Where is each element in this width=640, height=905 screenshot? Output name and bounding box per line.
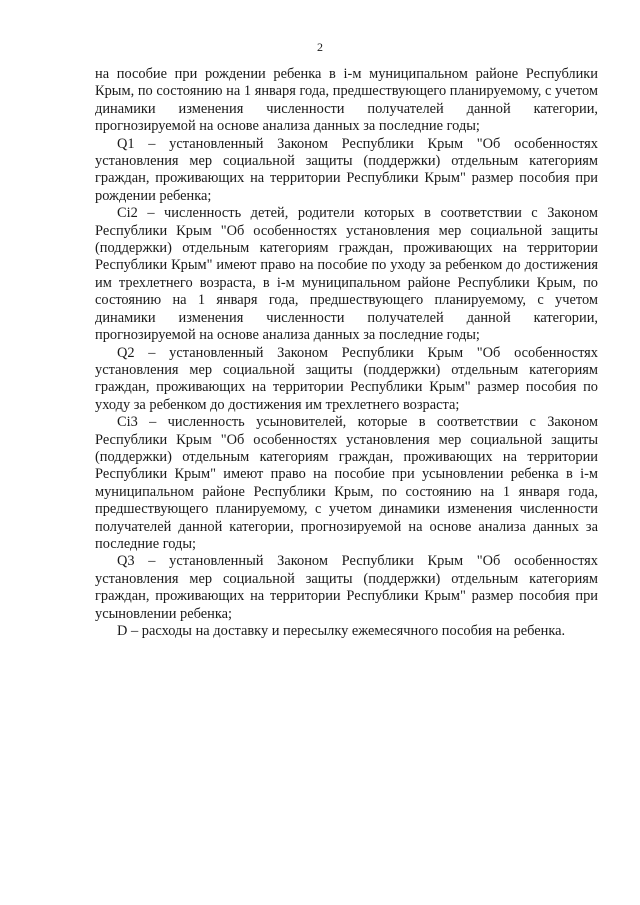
paragraph-q3: Q3 – установленный Законом Республики Крым "Об особенностях установления мер социальной защиты (поддержки) отдельным категориям граждан, проживающих на территории Республики Крым" размер пособия при усыновлении ребенка; bbox=[95, 553, 598, 622]
document-body bbox=[95, 66, 598, 640]
page-number: 2 bbox=[317, 40, 323, 54]
paragraph-continuation-ci1: на пособие при рождении ребенка в i-м муниципальном районе Республики Крым, по состоянию на 1 января года, предшествующего планируемому, с учетом динамики изменения численности получателей данной категории, прогнозируемой на основе анализа данных за последние годы; bbox=[95, 66, 598, 135]
paragraph-ci3: Ci3 – численность усыновителей, которые в соответствии с Законом Республики Крым "Об особенностях установления мер социальной защиты (поддержки) отдельным категориям граждан, проживающих на территории Республики Крым" имеют право на пособие при усыновлении ребенка в i-м муниципальном районе Республики Крым, по состоянию на 1 января года, предшествующего планируемому, с учетом динамики изменения численности получателей данной категории, прогнозируемой на основе анализа данных за последние годы; bbox=[95, 414, 598, 552]
paragraph-q1: Q1 – установленный Законом Республики Крым "Об особенностях установления мер социальной защиты (поддержки) отдельным категориям граждан, проживающих на территории Республики Крым" размер пособия при рождении ребенка; bbox=[95, 135, 598, 204]
paragraph-d: D – расходы на доставку и пересылку ежемесячного пособия на ребенка. bbox=[117, 623, 566, 639]
paragraph-q2: Q2 – установленный Законом Республики Крым "Об особенностях установления мер социальной защиты (поддержки) отдельным категориям граждан, проживающих на территории Республики Крым" размер пособия по уходу за ребенком до достижения им трехлетнего возраста; bbox=[95, 344, 598, 413]
paragraph-ci2: Ci2 – численность детей, родители которых в соответствии с Законом Республики Крым "Об особенностях установления мер социальной защиты (поддержки) отдельным категориям граждан, проживающих на территории Республики Крым" имеют право на пособие по уходу за ребенком до достижения им трехлетнего возраста, в i-м муниципальном районе Республики Крым, по состоянию на 1 января года, предшествующего планируемому, с учетом динамики изменения численности получателей данной категории, прогнозируемой на основе анализа данных за последние годы; bbox=[95, 205, 598, 344]
